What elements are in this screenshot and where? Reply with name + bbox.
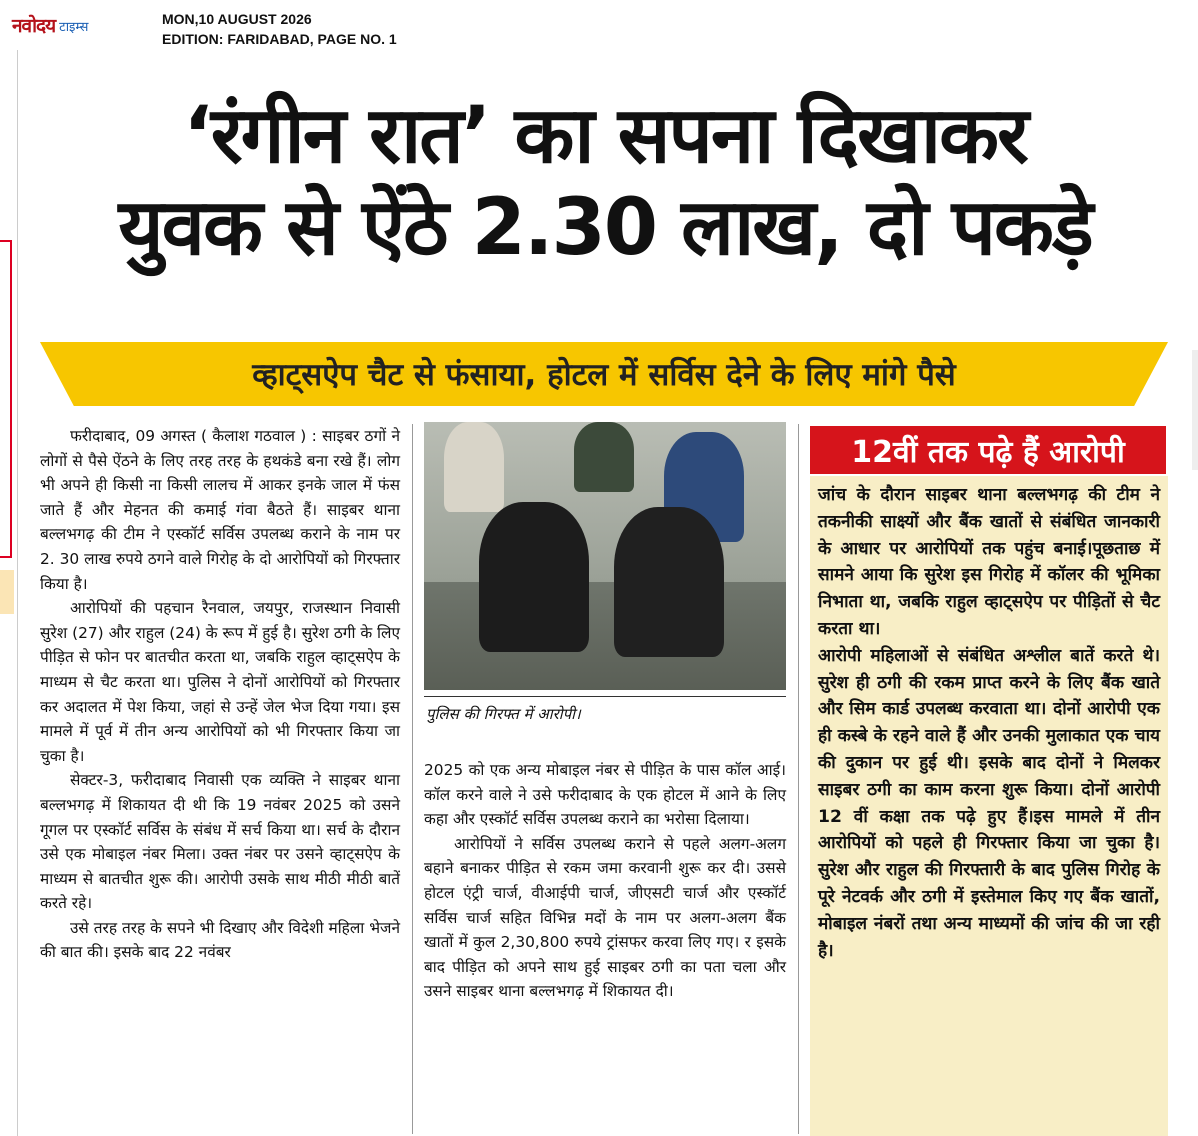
paragraph: 2025 को एक अन्य मोबाइल नंबर से पीड़ित के पास कॉल आई। कॉल करने वाले ने उसे फरीदाबाद के एक होटल में आने के लिए कहा और एस्कॉर्ट सर्विस उपलब्ध कराने का भरोसा दिलाया। xyxy=(424,761,786,829)
edition-date: MON,10 AUGUST 2026 xyxy=(162,11,312,27)
adjacent-red-box xyxy=(0,240,12,558)
sidebar-title: 12वीं तक पढ़े हैं आरोपी xyxy=(810,426,1166,474)
photo-figure xyxy=(574,422,634,492)
paragraph: उसे तरह तरह के सपने भी दिखाए और विदेशी महिला भेजने की बात की। इसके बाद 22 नवंबर xyxy=(40,918,400,962)
article-column-1 xyxy=(40,424,400,965)
adjacent-yellow-box xyxy=(0,570,14,614)
adjacent-right-stub xyxy=(1192,350,1198,470)
paragraph: जांच के दौरान साइबर थाना बल्लभगढ़ की टीम ने तकनीकी साक्ष्यों और बैंक खातों से संबंधित जानकारी के आधार पर आरोपियों तक पहुंच बनाई।पूछताछ में सामने आया कि सुरेश इस गिरोह में कॉलर की भूमिका निभाता था, जबकि राहुल व्हाट्सऐप पर पीड़ितों से चैट करता था। xyxy=(818,485,1160,639)
logo-sub: टाइम्स xyxy=(59,20,89,35)
edition-meta xyxy=(162,9,397,49)
photo-figure xyxy=(479,502,589,652)
photo-figure xyxy=(444,422,504,512)
logo-main: नवोदय xyxy=(12,15,56,37)
headline xyxy=(30,90,1180,274)
photo-figure xyxy=(614,507,724,657)
paragraph: आरोपियों की पहचान रैनवाल, जयपुर, राजस्थान निवासी सुरेश (27) और राहुल (24) के रूप में हुई है। सुरेश ठगी के लिए पीड़ित से फोन पर बातचीत करता था, जबकि राहुल व्हाट्सऐप के माध्यम से चैट करता था। पुलिस ने दोनों आरोपियों को गिरफ्तार कर अदालत में पेश किया, जहां से उन्हें जेल भेज दिया गया। इस मामले में पूर्व में तीन अन्य आरोपियों को भी गिरफ्तार किया जा चुका है। xyxy=(40,599,400,765)
article-photo xyxy=(424,422,786,690)
paragraph: आरोपी महिलाओं से संबंधित अश्लील बातें करते थे।सुरेश ही ठगी की रकम प्राप्त करने के लिए बैंक खाते और सिम कार्ड उपलब्ध करवाता था। दोनों आरोपी एक ही कस्बे के रहने वाले हैं और उनकी मुलाकात एक चाय की दुकान पर हुई थी। इसके बाद दोनों ने मिलकर साइबर ठगी का काम करना शुरू किया। दोनों आरोपी 12 वीं कक्षा तक पढ़े हुए हैं।इस मामले में तीन आरोपियों को पहले ही गिरफ्तार किया जा चुका है। सुरेश और राहुल की गिरफ्तारी के बाद पुलिस गिरोह के पूरे नेटवर्क और ठगी में इस्तेमाल किए गए बैंक खातों, मोबाइल नंबरों तथा अन्य माध्यमों की जांच की जा रही है। xyxy=(818,645,1160,961)
paragraph: सेक्टर-3, फरीदाबाद निवासी एक व्यक्ति ने साइबर थाना बल्लभगढ़ में शिकायत दी थी कि 19 नवंबर 2025 को उसने गूगल पर एस्कॉर्ट सर्विस के संबंध में सर्च किया था। सर्च के दौरान उसे एक मोबाइल नंबर मिला। उक्त नंबर पर उसने व्हाट्सऐप के माध्यम से बातचीत शुरू की। आरोपी उसके साथ मीठी मीठी बातें करते रहे। xyxy=(40,771,400,913)
newspaper-logo xyxy=(12,8,88,38)
subheadline: व्हाट्सऐप चैट से फंसाया, होटल में सर्विस देने के लिए मांगे पैसे xyxy=(252,357,956,393)
top-bar xyxy=(0,0,1198,50)
headline-line-2: युवक से ऐंठे 2.30 लाख, दो पकड़े xyxy=(118,183,1092,273)
paragraph: आरोपियों ने सर्विस उपलब्ध कराने से पहले अलग-अलग बहाने बनाकर पीड़ित से रकम जमा करवानी शुरू कर दी। उससे होटल एंट्री चार्ज, वीआईपी चार्ज, जीएसटी चार्ज और एस्कॉर्ट सर्विस चार्ज सहित विभिन्न मदों के नाम पर अलग-अलग बैंक खातों में कुल 2,30,800 रुपये ट्रांसफर करवा लिए गए। र इसके बाद पीड़ित को अपने साथ हुई साइबर ठगी का पता चला और उसने साइबर थाना बल्लभगढ़ में शिकायत दी। xyxy=(424,834,786,1001)
article-column-2 xyxy=(424,758,786,1004)
column-divider xyxy=(412,424,413,1134)
paragraph: फरीदाबाद, 09 अगस्त ( कैलाश गठवाल ) : साइबर ठगों ने लोगों से पैसे ऐंठने के लिए तरह तरह के हथकंडे बना रखे हैं। लोग भी अपने ही किसी ना किसी लालच में आकर इनके जाल में फंस जाते हैं और मेहनत की कमाई गंवा बैठते हैं। साइबर थाना बल्लभगढ़ की टीम ने एस्कॉर्ट सर्विस उपलब्ध कराने के नाम पर 2. 30 लाख रुपये ठगने वाले गिरोह के दो आरोपियों को गिरफ्तार किया है। xyxy=(40,427,400,593)
sidebar-box xyxy=(810,476,1168,1136)
subheadline-strap xyxy=(40,342,1168,406)
photo-caption: पुलिस की गिरफ्त में आरोपी। xyxy=(426,705,581,723)
headline-line-1: ‘रंगीन रात’ का सपना दिखाकर xyxy=(183,91,1027,181)
newspaper-page xyxy=(0,50,1198,1136)
column-divider xyxy=(798,424,799,1134)
edition-name: EDITION: FARIDABAD, PAGE NO. 1 xyxy=(162,31,397,47)
caption-rule xyxy=(424,696,786,697)
